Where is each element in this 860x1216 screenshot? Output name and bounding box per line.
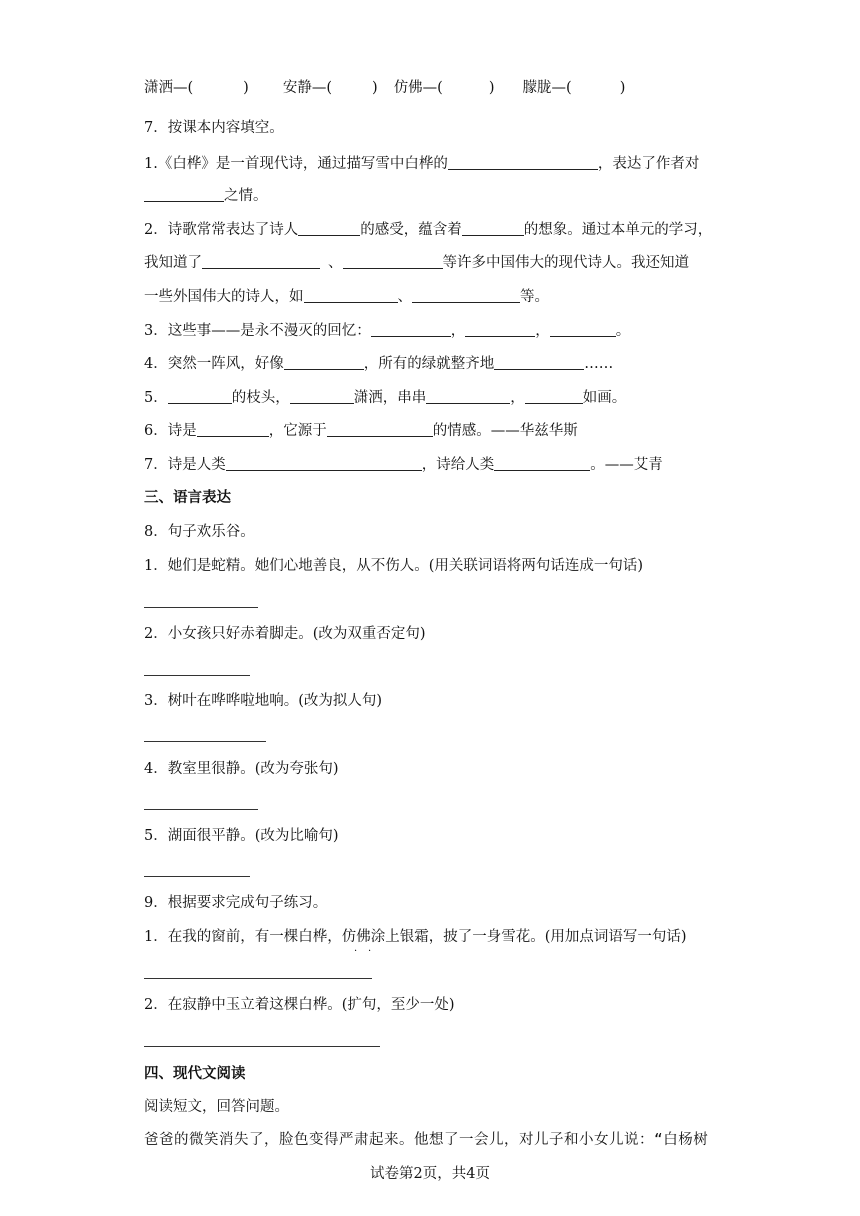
blank[interactable] [550,321,616,337]
blank[interactable] [144,186,224,202]
blank[interactable] [448,154,598,170]
blank[interactable] [327,421,433,437]
text: ， [450,323,466,339]
text: ， [510,390,525,406]
text: 1.《白桦》是一首现代诗，通过描写雪中白桦的 [144,156,448,172]
answer-line[interactable] [144,809,258,810]
blank[interactable] [494,354,584,370]
word-explain-row [144,78,625,98]
answer-line[interactable] [144,741,266,742]
text: 等。 [520,289,549,305]
word-4: 朦胧—( [522,80,572,96]
text: 、 [328,255,343,271]
word-3: 仿佛—( [393,80,443,96]
q9-2: 2．在寂静中玉立着这棵白桦。(扩句，至少一处) [144,997,455,1013]
text: ，所有的绿就整齐地 [363,356,495,372]
blank[interactable] [462,220,524,236]
text: ，它源于 [268,423,327,439]
reading-intro: 阅读短文，回答问题。 [144,1099,289,1115]
text: 5． [144,390,168,406]
page-footer: 试卷第2页，共4页 [370,1166,490,1182]
text: 、 [397,289,412,305]
text: 潇洒，串串 [353,390,427,406]
q9-1: 1．在我的窗前，有一棵白桦，仿佛涂上银霜，披了一身雪花。(用加点词语写一句话) [144,929,687,945]
blank[interactable] [412,287,520,303]
word-2-close: ) [372,80,378,96]
reading-passage: 爸爸的微笑消失了，脸色变得严肃起来。他想了一会儿，对儿子和小女儿说：“白杨树 [144,1132,709,1148]
text: …… [584,356,614,372]
blank[interactable] [371,321,451,337]
q8-4: 4．教室里很静。(改为夸张句) [144,761,339,777]
blank[interactable] [197,421,269,437]
text: ，表达了作者对 [597,156,700,172]
q8-5: 5．湖面很平静。(改为比喻句) [144,828,339,844]
answer-line[interactable] [144,675,250,676]
text: 6．诗是 [144,423,197,439]
blank[interactable] [298,220,360,236]
blank[interactable] [525,388,583,404]
blank[interactable] [168,388,232,404]
q7-line-6 [144,421,578,441]
section-heading-3: 三、语言表达 [144,490,231,506]
word-4-close: ) [619,80,626,96]
text: 2．诗歌常常表达了诗人 [144,222,299,238]
blank[interactable] [226,455,422,471]
text: 之情。 [224,188,268,204]
blank[interactable] [202,253,320,269]
q7-line-5 [144,388,626,408]
blank[interactable] [465,321,535,337]
text: 等许多中国伟大的现代诗人。我还知道 [442,255,689,271]
blank[interactable] [426,388,510,404]
q7-title: 7．按课本内容填空。 [144,120,284,136]
word-2: 安静—( [282,80,333,96]
text: 3．这些事——是永不漫灭的回忆： [144,323,371,339]
section-heading-4: 四、现代文阅读 [144,1066,246,1082]
text: 的感受，蕴含着 [360,222,462,238]
word-1-close: ) [243,80,249,96]
q7-line-2c [144,287,549,307]
text: ，诗给人类 [421,457,495,473]
text: 我知道了 [144,255,202,271]
q7-line-1b [144,186,268,206]
word-1: 潇洒—( [144,80,194,96]
q8-3: 3．树叶在哗哗啦地响。(改为拟人句) [144,693,383,709]
answer-line[interactable] [144,978,372,979]
blank[interactable] [304,287,398,303]
text: 7．诗是人类 [144,457,226,473]
q9-title: 9．根据要求完成句子练习。 [144,895,328,911]
blank[interactable] [343,253,443,269]
text: 。——艾青 [590,457,663,473]
text: 如画。 [582,390,627,406]
word-3-close: ) [488,80,495,96]
answer-line[interactable] [144,607,258,608]
text: 的枝头， [231,390,290,406]
emphasis-dot: · [354,946,358,957]
answer-line[interactable] [144,876,250,877]
text: 的想象。通过本单元的学习， [523,222,713,238]
answer-line[interactable] [144,1046,380,1047]
q7-line-7 [144,455,663,475]
q7-line-1 [144,154,699,174]
blank[interactable] [290,388,354,404]
q7-line-2b [144,253,689,273]
q8-2: 2．小女孩只好赤着脚走。(改为双重否定句) [144,626,426,642]
text: 一些外国伟大的诗人，如 [144,289,304,305]
text: 4．突然一阵风，好像 [144,356,284,372]
q8-1: 1．她们是蛇精。她们心地善良，从不伤人。(用关联词语将两句话连成一句话) [144,558,644,574]
q7-line-2 [144,220,712,240]
q7-line-3 [144,321,630,341]
text: ， [535,323,550,339]
text: 。 [615,323,631,339]
q8-title: 8．句子欢乐谷。 [144,524,255,540]
q7-line-4 [144,354,613,374]
emphasis-dot: · [368,946,372,957]
blank[interactable] [494,455,590,471]
text: 的情感。——华兹华斯 [432,423,578,439]
blank[interactable] [284,354,364,370]
